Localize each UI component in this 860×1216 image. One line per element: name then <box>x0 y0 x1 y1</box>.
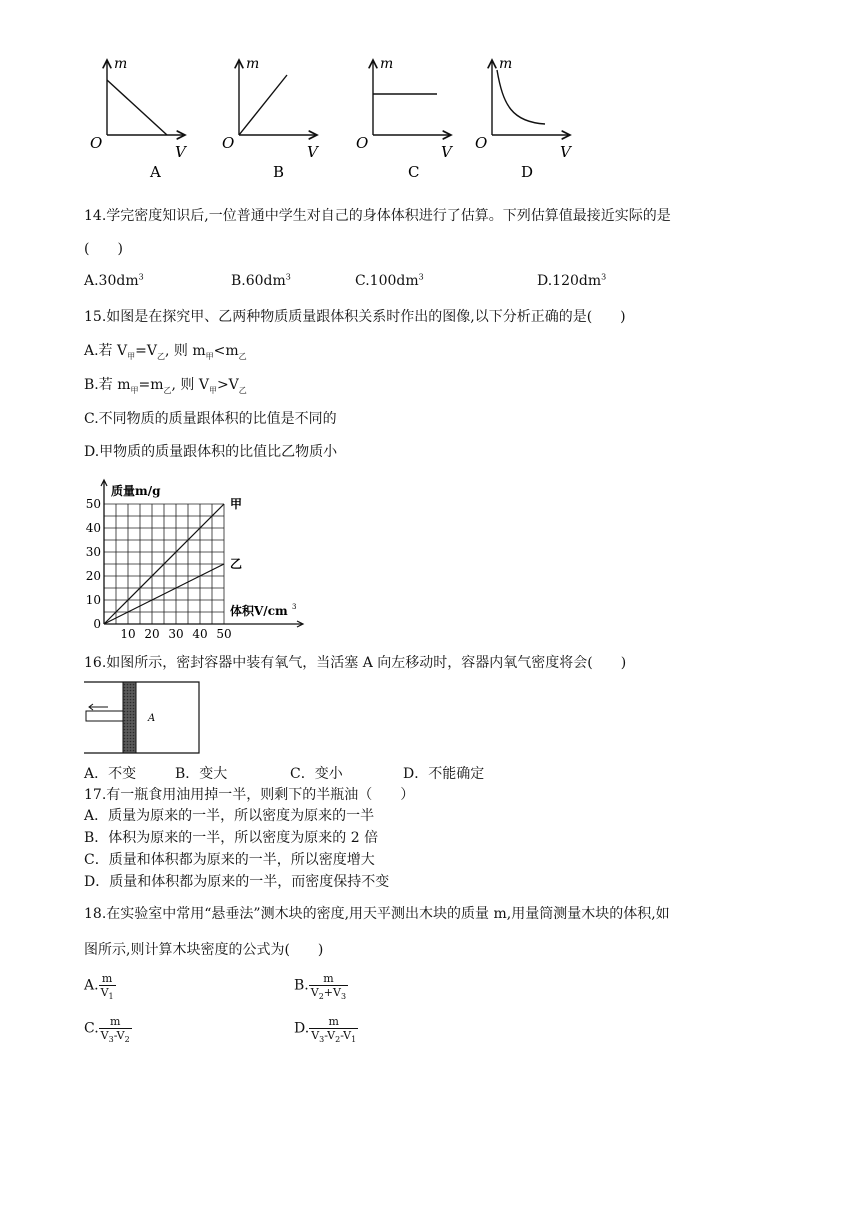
x-tick-label: 50 <box>216 627 232 641</box>
graph-d-y-label: m <box>499 56 513 72</box>
x-tick-label: 10 <box>120 627 136 641</box>
q14-option-c: $C.100dm^3$ <box>355 272 424 289</box>
x-axis-label-sup: 3 <box>292 603 297 611</box>
graph-a-origin: O <box>90 134 103 152</box>
graph-b-origin: O <box>222 134 235 152</box>
piston <box>123 682 136 753</box>
graph-c-x-label: V <box>441 143 452 161</box>
q16-option-c: C．变小 <box>290 766 343 782</box>
graph-b-caption: B <box>273 163 285 181</box>
x-axis-label: 体积V/cm <box>230 604 288 618</box>
piston-rod <box>86 711 123 721</box>
piston-label: A <box>148 713 156 724</box>
q16-option-a: A．不变 <box>84 766 137 782</box>
q17-option-c: C．质量和体积都为原来的一半，所以密度增大 <box>84 852 375 868</box>
x-tick-label: 20 <box>144 627 160 641</box>
q18-option-a: A. $\frac{m}{V_1}$ <box>84 972 114 1002</box>
graph-d-x-label: V <box>560 143 571 161</box>
q15-stem: 15.如图是在探究甲、乙两种物质质量跟体积关系时作出的图像,以下分析正确的是( ) <box>84 309 626 325</box>
y-tick-label: 20 <box>85 569 101 583</box>
y-tick-label: 50 <box>85 497 101 511</box>
q18-option-b: B. $\frac{m}{V_2+V_3}$ <box>294 972 347 1002</box>
y-tick-label: 10 <box>85 593 101 607</box>
graph-c-caption: C <box>408 163 420 181</box>
q17-option-b: B．体积为原来的一半，所以密度为原来的 2 倍 <box>84 830 379 846</box>
graph-a <box>90 56 188 181</box>
y-tick-label: 40 <box>85 521 101 535</box>
graph-c-y-label: m <box>380 56 394 72</box>
graph-d-origin: O <box>475 134 488 152</box>
graph-b-y-label: m <box>246 56 260 72</box>
graph-a-x-label: V <box>175 143 186 161</box>
graph-a-y-label: m <box>114 56 128 72</box>
graph-c <box>356 56 454 181</box>
q17-stem: 17.有一瓶食用油用掉一半，则剩下的半瓶油（ ） <box>84 787 415 803</box>
q15-option-b: B.若 $m_甲=m_乙$, 则 $V_甲>V_乙$ <box>84 377 247 395</box>
graph-a-caption: A <box>150 163 161 181</box>
q16-option-b: B．变大 <box>175 766 228 782</box>
q15-option-c: C.不同物质的质量跟体积的比值是不同的 <box>84 411 337 427</box>
graph-b <box>222 56 320 181</box>
q17-option-d: D．质量和体积都为原来的一半，而密度保持不变 <box>84 874 390 890</box>
q16-option-d: D．不能确定 <box>403 766 485 782</box>
q14-paren: ( ) <box>84 241 123 257</box>
q14-option-d: $D.120dm^3$ <box>537 272 607 289</box>
q18-option-d: D. $\frac{m}{V_3-V_2-V_1}$ <box>294 1015 357 1045</box>
q15-option-d: D.甲物质的质量跟体积的比值比乙物质小 <box>84 444 338 460</box>
q18-stem-line1: 18.在实验室中常用“悬垂法”测木块的密度,用天平测出木块的质量 m,用量筒测量木块的体积,如 <box>84 906 670 922</box>
series-label: 乙 <box>230 557 243 571</box>
mass-volume-chart <box>84 476 314 641</box>
graph-d-caption: D <box>521 163 534 181</box>
q14-option-a: $A.30dm^3$ <box>84 272 144 289</box>
q17-option-a: A．质量为原来的一半，所以密度为原来的一半 <box>84 808 375 824</box>
x-tick-label: 30 <box>168 627 184 641</box>
graph-b-x-label: V <box>307 143 318 161</box>
y-axis-label: 质量m/g <box>111 484 161 498</box>
piston-container <box>84 680 208 756</box>
q13-graphs <box>80 50 600 190</box>
q18-option-c: C. $\frac{m}{V_3-V_2}$ <box>84 1015 130 1045</box>
origin-label: 0 <box>93 617 101 631</box>
y-tick-label: 30 <box>85 545 101 559</box>
graph-d <box>475 56 573 181</box>
graph-c-origin: O <box>356 134 369 152</box>
q15-option-a: A.若 $V_甲=V_乙$, 则 $m_甲<m_乙$ <box>84 343 247 361</box>
q14-option-b: $B.60dm^3$ <box>231 272 291 289</box>
x-tick-label: 40 <box>192 627 208 641</box>
series-label: 甲 <box>230 497 243 511</box>
q16-stem: 16.如图所示，密封容器中装有氧气，当活塞 A 向左移动时，容器内氧气密度将会( ) <box>84 655 627 671</box>
q18-stem-line2: 图所示,则计算木块密度的公式为( ) <box>84 942 324 958</box>
q14-stem: 14.学完密度知识后,一位普通中学生对自己的身体体积进行了估算。下列估算值最接近实际的是 <box>84 208 671 224</box>
